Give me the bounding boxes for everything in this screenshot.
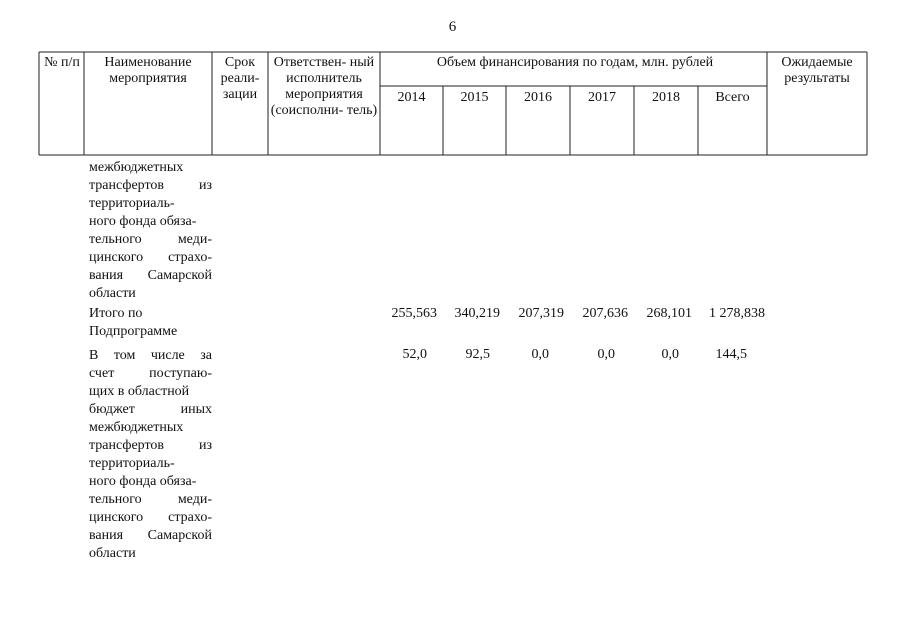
value-cell: 268,101 (646, 306, 692, 321)
text-line: В том числе за (89, 348, 212, 363)
text-line: Подпрограмме (89, 324, 178, 339)
text-line: тельного меди- (89, 232, 212, 247)
header-year-total: Всего (715, 90, 750, 105)
header-year: 2015 (460, 90, 489, 105)
row-name-continuation (89, 159, 212, 303)
value-cell: 207,319 (518, 306, 564, 321)
text-line: тельного меди- (89, 492, 212, 507)
text-line: щих в областной (89, 384, 190, 399)
text-line: Итого по (89, 306, 143, 321)
text-line: вания Самарской (89, 268, 212, 283)
page-number: 6 (448, 19, 457, 35)
header-year: 2014 (397, 90, 426, 105)
value-cell-total: 1 278,838 (709, 306, 765, 321)
text-line: вания Самарской (89, 528, 212, 543)
text-line: бюджет иных (89, 402, 212, 417)
value-cell: 207,636 (582, 306, 628, 321)
value-cell: 92,5 (465, 347, 490, 362)
text-line: области (89, 546, 136, 561)
text-line: ного фонда обяза- (89, 214, 197, 229)
text-line: счет поступаю- (89, 366, 212, 381)
text-line: области (89, 286, 136, 301)
header-term: Срок реали- зации (220, 55, 260, 102)
header-name: Наименование мероприятия (104, 55, 192, 86)
header-funding: Объем финансирования по годам, млн. рублей (436, 55, 714, 70)
value-cell: 52,0 (402, 347, 427, 362)
header-number: № п/п (44, 55, 80, 70)
row-name-total (89, 305, 212, 341)
text-line: ного фонда обяза- (89, 474, 197, 489)
value-cell: 0,0 (531, 347, 549, 362)
value-cell: 340,219 (454, 306, 500, 321)
header-year: 2016 (524, 90, 552, 105)
text-line: трансфертов из (89, 438, 212, 453)
header-results: Ожидаемые результаты (781, 55, 853, 86)
value-cell: 0,0 (597, 347, 615, 362)
value-cell-total: 144,5 (715, 347, 747, 362)
row-name-including (89, 347, 212, 563)
text-line: территориаль- (89, 456, 175, 471)
text-line: цинского страхо- (89, 510, 212, 525)
value-cell: 255,563 (391, 306, 437, 321)
header-year: 2018 (652, 90, 680, 105)
header-executor: Ответствен- ный исполнитель мероприятия (соисполни- тель) (270, 55, 378, 118)
value-cell: 0,0 (661, 347, 679, 362)
text-line: межбюджетных (89, 160, 184, 175)
text-line: территориаль- (89, 196, 175, 211)
text-line: цинского страхо- (89, 250, 212, 265)
text-line: трансфертов из (89, 178, 212, 193)
text-line: межбюджетных (89, 420, 184, 435)
header-year: 2017 (588, 90, 616, 105)
